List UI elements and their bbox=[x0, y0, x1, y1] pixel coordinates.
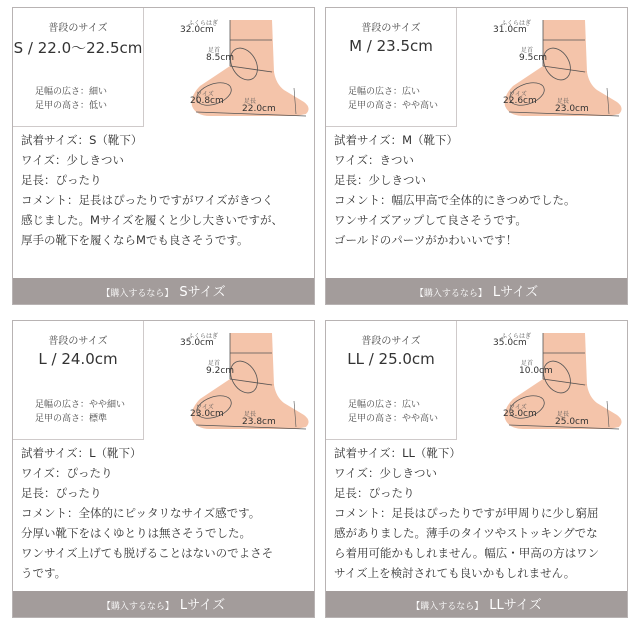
length-value: 25.0cm bbox=[555, 417, 589, 427]
wise-value: 22.6cm bbox=[503, 96, 537, 106]
comment-line: 感がありました。薄手のタイツやストッキングでな bbox=[334, 526, 598, 540]
length-value: 23.8cm bbox=[242, 417, 276, 427]
comment-line: コメント：幅広甲高で全体的にきつめでした。 bbox=[334, 193, 576, 207]
calf-label: ふくらはぎ bbox=[188, 333, 219, 340]
ankle-value: 10.0cm bbox=[519, 366, 553, 376]
comment-line: 試着サイズ：LL（靴下） bbox=[334, 446, 461, 460]
comment-line: 試着サイズ：L（靴下） bbox=[21, 446, 142, 460]
comment-line: サイズ上を検討されても良いかもしれません。 bbox=[334, 566, 576, 580]
ankle-label: 足首 bbox=[521, 360, 534, 367]
comment-line: ゴールドのパーツがかわいいです！ bbox=[334, 233, 518, 247]
size-review-card bbox=[12, 320, 315, 618]
calf-label: ふくらはぎ bbox=[501, 333, 532, 340]
review-comments bbox=[21, 443, 309, 583]
usual-size-panel bbox=[326, 8, 457, 127]
calf-label: ふくらはぎ bbox=[188, 20, 219, 27]
foot-width-line: 足幅の広さ：広い bbox=[348, 87, 421, 97]
comment-line: 厚手の靴下を履くならMでも良さそうです。 bbox=[21, 233, 249, 247]
ankle-label: 足首 bbox=[208, 47, 221, 54]
length-label: 足長 bbox=[244, 98, 257, 105]
comment-line: 足長：ぴったり bbox=[334, 486, 415, 500]
comment-line: ワイズ：少しきつい bbox=[21, 153, 125, 167]
wise-label: ワイズ bbox=[509, 91, 527, 98]
foot-width-line: 足幅の広さ：やや細い bbox=[35, 400, 126, 410]
buy-size: Sサイズ bbox=[179, 285, 226, 300]
comment-line: コメント：全体的にピッタリなサイズ感です。 bbox=[21, 506, 261, 520]
foot-illustration bbox=[457, 321, 627, 439]
comment-line: ワイズ：少しきつい bbox=[334, 466, 438, 480]
size-review-card bbox=[325, 7, 628, 305]
usual-size-panel bbox=[13, 8, 144, 127]
instep-height-line: 足甲の高さ：低い bbox=[35, 101, 108, 111]
length-value: 23.0cm bbox=[555, 104, 589, 114]
length-label: 足長 bbox=[244, 411, 257, 418]
buy-recommendation-bar bbox=[13, 591, 314, 617]
buy-size: LLサイズ bbox=[489, 598, 542, 613]
buy-recommendation-bar bbox=[326, 591, 627, 617]
comment-line: 足長：ぴったり bbox=[21, 486, 102, 500]
instep-height-line: 足甲の高さ：標準 bbox=[35, 414, 108, 424]
wise-label: ワイズ bbox=[196, 91, 214, 98]
foot-measurement-diagram bbox=[457, 321, 627, 439]
comment-line: 感じました。Mサイズを履くと少し大きいですが、 bbox=[21, 213, 283, 227]
usual-size-label: 普段のサイズ bbox=[361, 336, 421, 347]
foot-measurement-diagram bbox=[144, 8, 314, 126]
wise-label: ワイズ bbox=[509, 404, 527, 411]
wise-label: ワイズ bbox=[196, 404, 214, 411]
comment-line: ワイズ：ぴったり bbox=[21, 466, 113, 480]
buy-prefix: 【購入するなら】 bbox=[414, 289, 487, 299]
calf-value: 32.0cm bbox=[180, 25, 214, 35]
ankle-value: 9.5cm bbox=[519, 53, 548, 63]
usual-size-value: S / 22.0～22.5cm bbox=[13, 39, 143, 57]
calf-value: 35.0cm bbox=[180, 338, 214, 348]
ankle-label: 足首 bbox=[521, 47, 534, 54]
buy-prefix: 【購入するなら】 bbox=[411, 602, 484, 612]
ankle-value: 9.2cm bbox=[206, 366, 235, 376]
buy-recommendation-bar bbox=[326, 278, 627, 304]
comment-line: ら着用可能かもしれません。幅広・甲高の方はワン bbox=[334, 546, 600, 560]
foot-illustration bbox=[144, 321, 314, 439]
usual-size-value: LL / 25.0cm bbox=[347, 350, 435, 368]
comment-line: ワイズ：きつい bbox=[334, 153, 415, 167]
comment-line: 分厚い靴下をはくゆとりは無さそうでした。 bbox=[21, 526, 251, 540]
foot-width-line: 足幅の広さ：細い bbox=[35, 87, 108, 97]
wise-value: 23.0cm bbox=[190, 409, 224, 419]
size-review-card bbox=[12, 7, 315, 305]
instep-height-line: 足甲の高さ：やや高い bbox=[348, 101, 439, 111]
length-label: 足長 bbox=[557, 98, 570, 105]
length-label: 足長 bbox=[557, 411, 570, 418]
instep-height-line: 足甲の高さ：やや高い bbox=[348, 414, 439, 424]
comment-line: ワンサイズアップして良さそうです。 bbox=[334, 213, 527, 227]
ankle-value: 8.5cm bbox=[206, 53, 235, 63]
foot-measurement-diagram bbox=[457, 8, 627, 126]
buy-recommendation-bar bbox=[13, 278, 314, 304]
comment-line: コメント：足長はぴったりですがワイズがきつく bbox=[21, 193, 274, 207]
buy-size: Lサイズ bbox=[179, 598, 226, 613]
calf-value: 31.0cm bbox=[493, 25, 527, 35]
buy-size: Lサイズ bbox=[492, 285, 539, 300]
comment-line: ワンサイズ上げても脱げることはないのでよさそ bbox=[21, 546, 274, 560]
usual-size-label: 普段のサイズ bbox=[48, 23, 108, 34]
calf-value: 35.0cm bbox=[493, 338, 527, 348]
usual-size-panel bbox=[13, 321, 144, 440]
foot-illustration bbox=[144, 8, 314, 126]
usual-size-label: 普段のサイズ bbox=[361, 23, 421, 34]
foot-measurement-diagram bbox=[144, 321, 314, 439]
size-review-card bbox=[325, 320, 628, 618]
wise-value: 20.8cm bbox=[190, 96, 224, 106]
usual-size-panel bbox=[326, 321, 457, 440]
calf-label: ふくらはぎ bbox=[501, 20, 532, 27]
review-comments bbox=[334, 443, 622, 583]
comment-line: 足長：少しきつい bbox=[334, 173, 426, 187]
buy-prefix: 【購入するなら】 bbox=[101, 602, 174, 612]
foot-illustration bbox=[457, 8, 627, 126]
review-comments bbox=[334, 130, 622, 250]
comment-line: 試着サイズ：S（靴下） bbox=[21, 133, 143, 147]
usual-size-value: L / 24.0cm bbox=[38, 350, 118, 368]
usual-size-value: M / 23.5cm bbox=[349, 37, 433, 55]
usual-size-label: 普段のサイズ bbox=[48, 336, 108, 347]
length-value: 22.0cm bbox=[242, 104, 276, 114]
review-comments bbox=[21, 130, 309, 250]
comment-line: 試着サイズ：M（靴下） bbox=[334, 133, 459, 147]
foot-width-line: 足幅の広さ：広い bbox=[348, 400, 421, 410]
wise-value: 23.0cm bbox=[503, 409, 537, 419]
comment-line: うです。 bbox=[21, 566, 67, 580]
comment-line: 足長：ぴったり bbox=[21, 173, 102, 187]
comment-line: コメント：足長はぴったりですが甲周りに少し窮屈 bbox=[334, 506, 599, 520]
ankle-label: 足首 bbox=[208, 360, 221, 367]
buy-prefix: 【購入するなら】 bbox=[101, 289, 174, 299]
